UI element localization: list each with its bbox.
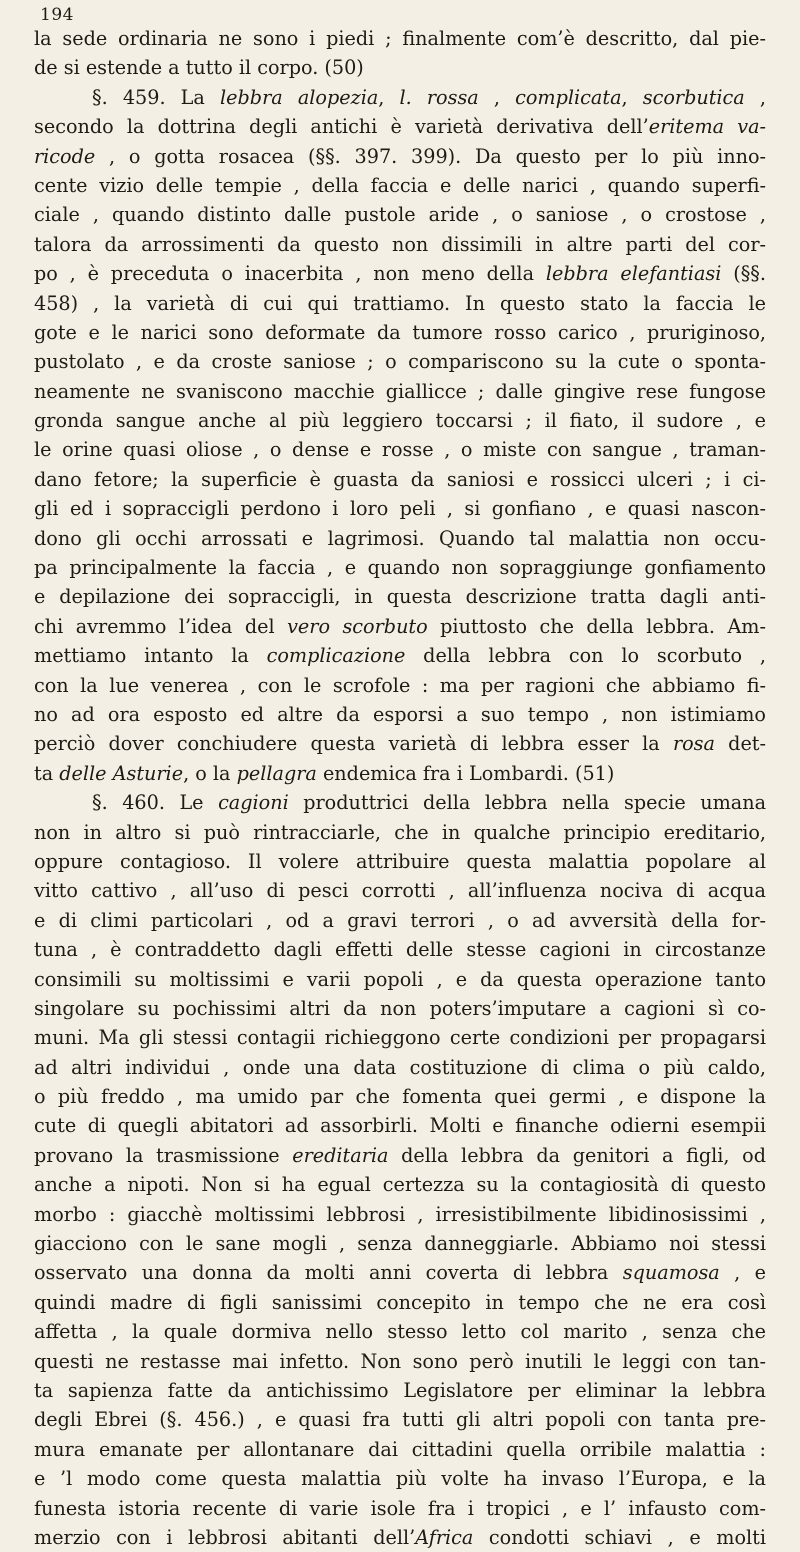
text-segment: secondo la dottrina degli antichi è varietà derivativa dell’ bbox=[34, 115, 649, 139]
italic-text: lebbra elefantiasi bbox=[545, 262, 722, 286]
text-segment: pa principalmente la faccia , e quando non sopraggiunge gonfiamento bbox=[34, 556, 766, 580]
text-line bbox=[34, 494, 766, 523]
text-line bbox=[34, 906, 766, 935]
text-segment: (§§. bbox=[721, 262, 766, 286]
text-segment: le orine quasi oliose , o dense e rosse , o miste con sangue , traman- bbox=[34, 438, 766, 462]
text-line bbox=[34, 759, 766, 788]
text-line bbox=[34, 1317, 766, 1346]
text-segment: ad altri individui , onde una data costituzione di clima o più caldo, bbox=[34, 1055, 766, 1079]
text-segment: cente vizio delle tempie , della faccia e delle narici , quando superfi- bbox=[34, 173, 766, 197]
text-line bbox=[34, 1435, 766, 1464]
text-segment: , bbox=[378, 85, 400, 109]
text-line bbox=[34, 1023, 766, 1052]
text-segment: e ’l modo come questa malattia più volte ha invaso l’Europa, e la bbox=[34, 1467, 766, 1491]
text-segment: consimili su moltissimi e varii popoli , e da questa operazione tanto bbox=[34, 967, 766, 991]
text-segment: gronda sangue anche al più leggiero toccarsi ; il fiato, il sudore , e bbox=[34, 409, 766, 433]
text-segment: condotti schiavi , e molti bbox=[473, 1525, 766, 1549]
text-segment: , o gotta rosacea (§§. 397. 399). Da questo per lo più inno- bbox=[95, 144, 766, 168]
text-line bbox=[34, 435, 766, 464]
text-segment: , o la bbox=[183, 761, 237, 785]
text-line bbox=[34, 818, 766, 847]
text-segment: e depilazione dei sopraccigli, in questa descrizione tratta dagli anti- bbox=[34, 585, 766, 609]
italic-text: vero scorbuto bbox=[287, 614, 428, 638]
italic-text: delle Asturie bbox=[59, 761, 184, 785]
italic-text: ereditaria bbox=[292, 1143, 389, 1167]
text-segment: merzio con i lebbrosi abitanti dell’ bbox=[34, 1525, 416, 1549]
text-segment: , bbox=[621, 85, 643, 109]
text-line bbox=[34, 1258, 766, 1287]
text-line bbox=[34, 729, 766, 758]
text-segment: endemica fra i Lombardi. (51) bbox=[316, 761, 615, 785]
text-segment: della lebbra con lo scorbuto , bbox=[405, 644, 766, 668]
text-line bbox=[34, 1288, 766, 1317]
text-segment: singolare su pochissimi altri da non poters’imputare a cagioni sì co- bbox=[34, 996, 766, 1020]
italic-text: cagioni bbox=[218, 791, 289, 815]
text-segment: funesta istoria recente di varie isole fra i tropici , e l’ infausto com- bbox=[34, 1496, 766, 1520]
text-line bbox=[34, 142, 766, 171]
body-text bbox=[34, 24, 766, 1552]
text-line bbox=[34, 847, 766, 876]
text-line bbox=[34, 112, 766, 141]
text-segment: mettiamo intanto la bbox=[34, 644, 267, 668]
text-segment: o più freddo , ma umido par che fomenta quei germi , e disponе la bbox=[34, 1085, 766, 1109]
text-segment: dano fetore; la superficie è guasta da saniosi e rossicci ulceri ; i ci- bbox=[34, 467, 766, 491]
text-segment: , e bbox=[719, 1261, 766, 1285]
text-line bbox=[34, 700, 766, 729]
text-line bbox=[34, 788, 766, 817]
text-segment: tuna , è contraddetto dagli effetti delle stesse cagioni in circostanze bbox=[34, 938, 766, 962]
text-segment: pustolato , e da croste saniose ; o compariscono su la cute o sponta- bbox=[34, 350, 766, 374]
text-line bbox=[34, 171, 766, 200]
italic-text: squamosa bbox=[622, 1261, 720, 1285]
text-line bbox=[34, 1111, 766, 1140]
text-segment: giacciono con le sane mogli , senza danneggiarle. Abbiamo noi stessi bbox=[34, 1232, 766, 1256]
text-segment: questi ne restasse mai infetto. Non sono però inutili le leggi con tan- bbox=[34, 1349, 766, 1373]
text-segment: cute di quegli abitatori ad assorbirli. Molti e finanche odierni esempii bbox=[34, 1114, 766, 1138]
text-segment: mura emanate per allontanare dai cittadini quella orribile malattia : bbox=[34, 1437, 766, 1461]
text-line bbox=[34, 582, 766, 611]
text-segment: , bbox=[478, 85, 516, 109]
text-segment: anche a nipoti. Non si ha egual certezza su la contagiosità di questo bbox=[34, 1173, 766, 1197]
text-segment: ta bbox=[34, 761, 60, 785]
text-segment: con la lue venerea , con le scrofole : ma per ragioni che abbiamo fi- bbox=[34, 673, 766, 697]
text-line bbox=[34, 1170, 766, 1199]
italic-text: complicazione bbox=[266, 644, 406, 668]
text-line bbox=[34, 935, 766, 964]
text-segment: §. 460. Le bbox=[92, 791, 219, 815]
text-line bbox=[34, 1376, 766, 1405]
text-segment: dono gli occhi arrossati e lagrimosi. Quando tal malattia non occu- bbox=[34, 526, 766, 550]
italic-text: lebbra alopezia bbox=[220, 85, 379, 109]
text-line bbox=[34, 876, 766, 905]
text-line bbox=[34, 289, 766, 318]
text-line bbox=[34, 1200, 766, 1229]
text-line bbox=[34, 377, 766, 406]
text-segment: talora da arrossimenti da questo non dissimili in altre parti del cor- bbox=[34, 232, 766, 256]
text-line bbox=[34, 1405, 766, 1434]
text-segment: degli Ebrei (§. 456.) , e quasi fra tutti gli altri popoli con tanta pre- bbox=[34, 1408, 766, 1432]
text-segment: produttrici della lebbra nella specie umana bbox=[288, 791, 766, 815]
text-segment: det- bbox=[714, 732, 766, 756]
text-line bbox=[34, 1464, 766, 1493]
text-segment: della lebbra da genitori a figli, od bbox=[388, 1143, 766, 1167]
text-line bbox=[34, 1082, 766, 1111]
text-line bbox=[34, 465, 766, 494]
text-segment: perciò dover conchiudere questa varietà di lebbra esser la bbox=[34, 732, 673, 756]
text-segment: po , è preceduta o inacerbita , non meno della bbox=[34, 262, 546, 286]
text-segment: vitto cattivo , all’uso di pesci corrotti , all’influenza nociva di acqua bbox=[34, 879, 766, 903]
text-segment: osservato una donna da molti anni coverta di lebbra bbox=[34, 1261, 623, 1285]
italic-text: l. rossa bbox=[399, 85, 479, 109]
text-line bbox=[34, 1523, 766, 1552]
text-line bbox=[34, 612, 766, 641]
text-line bbox=[34, 259, 766, 288]
text-segment: gli ed i sopraccigli perdono i loro peli , si gonfiano , e quasi nascon- bbox=[34, 497, 766, 521]
text-line bbox=[34, 318, 766, 347]
text-segment: provano la trasmissione bbox=[34, 1143, 293, 1167]
text-line bbox=[34, 230, 766, 259]
text-line bbox=[34, 1229, 766, 1258]
text-segment: ta sapienza fatte da antichissimo Legislatore per eliminar la lebbra bbox=[34, 1378, 766, 1402]
italic-text: scorbutica bbox=[642, 85, 745, 109]
text-segment: affetta , la quale dormiva nello stesso letto col marito , senza che bbox=[34, 1320, 766, 1344]
italic-text: rosa bbox=[672, 732, 715, 756]
text-line bbox=[34, 24, 766, 53]
text-segment: no ad ora esposto ed altre da esporsi a suo tempo , non istimiamo bbox=[34, 702, 766, 726]
text-line bbox=[34, 641, 766, 670]
italic-text: Africa bbox=[415, 1525, 474, 1549]
text-line bbox=[34, 553, 766, 582]
text-line bbox=[34, 965, 766, 994]
text-line bbox=[34, 671, 766, 700]
text-line bbox=[34, 1347, 766, 1376]
text-segment: , bbox=[744, 85, 766, 109]
text-segment: e di climi particolari , od a gravi terrori , o ad avversità della for- bbox=[34, 908, 766, 932]
text-line bbox=[34, 1141, 766, 1170]
text-segment: quindi madre di figli sanissimi concepito in tempo che ne era così bbox=[34, 1290, 766, 1314]
text-segment: chi avremmo l’idea del bbox=[34, 614, 288, 638]
text-segment: ciale , quando distinto dalle pustole aride , o saniose , o crostose , bbox=[34, 203, 766, 227]
text-line bbox=[34, 200, 766, 229]
text-segment: §. 459. La bbox=[92, 85, 221, 109]
italic-text: ricode bbox=[34, 144, 96, 168]
italic-text: eritema va- bbox=[648, 115, 766, 139]
text-line bbox=[34, 524, 766, 553]
text-segment: de si estende a tutto il corpo. (50) bbox=[34, 56, 364, 80]
italic-text: pellagra bbox=[236, 761, 317, 785]
text-segment: 458) , la varietà di cui qui trattiamo. In questo stato la faccia le bbox=[34, 291, 766, 315]
text-line bbox=[34, 406, 766, 435]
text-line bbox=[34, 83, 766, 112]
text-segment: non in altro si può rintracciarle, che in qualche principio ereditario, bbox=[34, 820, 766, 844]
italic-text: complicata bbox=[515, 85, 622, 109]
text-segment: oppure contagioso. Il volere attribuire questa malattia popolare al bbox=[34, 849, 766, 873]
text-segment: morbo : giacchè moltissimi lebbrosi , irresistibilmente libidinosissimi , bbox=[34, 1202, 766, 1226]
text-line bbox=[34, 1053, 766, 1082]
text-segment: muni. Ma gli stessi contagii richieggono certe condizioni per propagarsi bbox=[34, 1026, 766, 1050]
text-line bbox=[34, 1494, 766, 1523]
text-line bbox=[34, 347, 766, 376]
text-segment: piuttosto che della lebbra. Am- bbox=[427, 614, 766, 638]
text-segment: neamente ne svaniscono macchie giallicce ; dalle gingive rese fungose bbox=[34, 379, 766, 403]
text-segment: la sede ordinaria ne sono i piedi ; finalmente com’è descritto, dal pie- bbox=[34, 27, 766, 50]
text-line bbox=[34, 53, 766, 82]
text-line bbox=[34, 994, 766, 1023]
text-segment: gote e le narici sono deformate da tumore rosso carico , pruriginoso, bbox=[34, 320, 766, 344]
page-number: 194 bbox=[40, 5, 74, 25]
